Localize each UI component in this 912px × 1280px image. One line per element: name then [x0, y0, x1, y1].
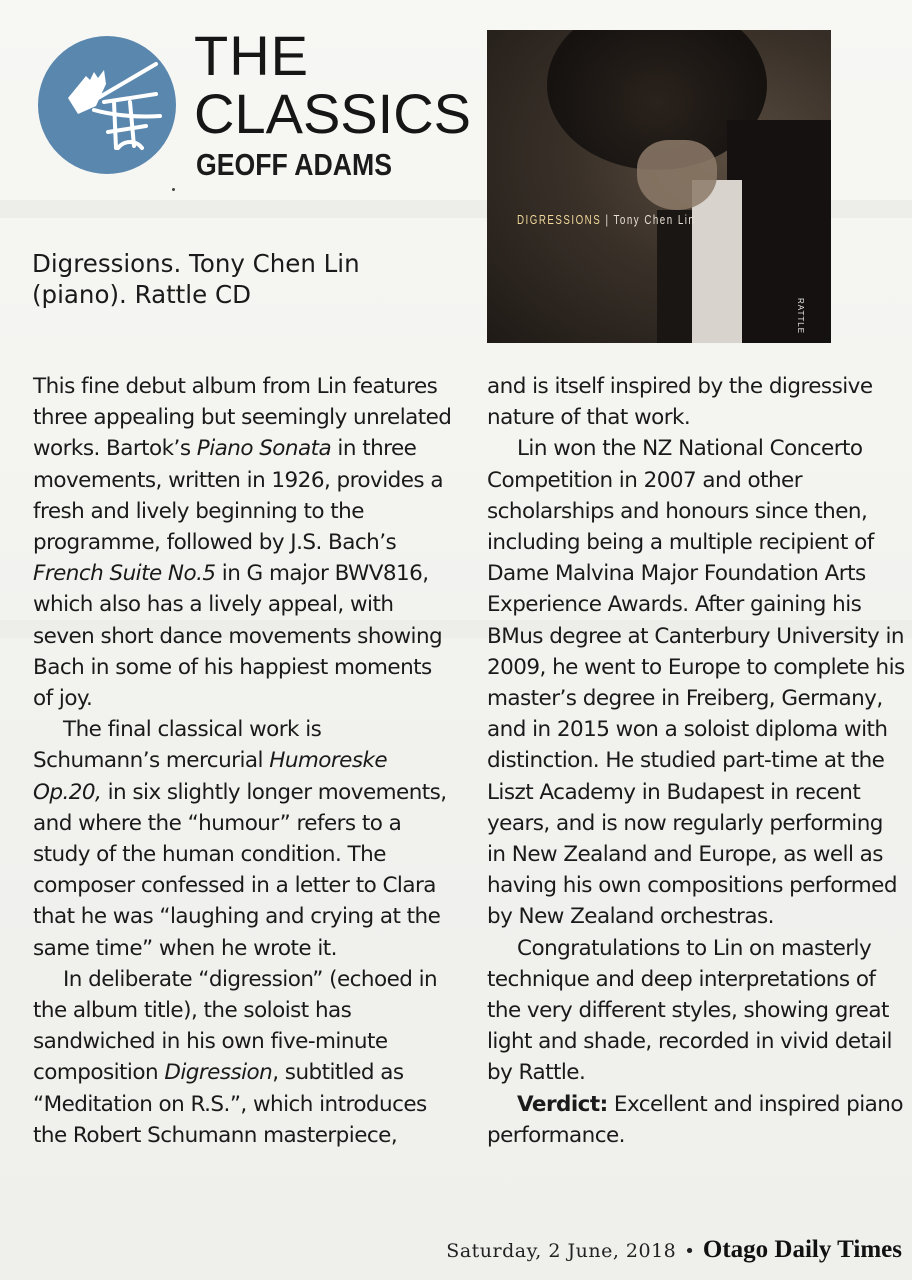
- review-text: in G major BWV816, which also has a lively appeal, with seven short dance movements showing Bach in some of his happiest moments of joy.: [33, 561, 443, 712]
- cover-label: RATTLE: [796, 298, 805, 335]
- publication-date: Saturday, 2 June, 2018: [446, 1240, 677, 1262]
- conductor-baton-icon: [38, 36, 176, 174]
- review-paragraph: [33, 964, 453, 1151]
- verdict-paragraph: [487, 1089, 907, 1151]
- work-title: Piano Sonata: [196, 436, 332, 462]
- newspaper-name: Otago Daily Times: [702, 1236, 902, 1263]
- verdict-text: Excellent and inspired piano performance.: [487, 1091, 903, 1148]
- album-cover-image: [487, 30, 831, 343]
- album-heading: Digressions. Tony Chen Lin (piano). Rattle CD: [32, 249, 360, 309]
- cover-artist: Tony Chen Lin: [613, 212, 696, 227]
- cover-jacket-shape: [727, 120, 831, 343]
- review-paragraph: Congratulations to Lin on masterly technique and deep interpretations of the very different styles, showing great light and shade, recorded in vivid detail by Rattle.: [487, 935, 892, 1086]
- column-title-classics: CLASSICS: [194, 82, 471, 145]
- review-paragraph: [33, 371, 453, 714]
- print-speck: [172, 188, 175, 191]
- cover-face-shape: [637, 140, 717, 210]
- page-footer: [446, 1236, 902, 1264]
- cover-divider: |: [605, 212, 614, 227]
- work-title: French Suite No.5: [33, 561, 216, 587]
- review-paragraph: Lin won the NZ National Concerto Competition in 2007 and other scholarships and honours since then, including being a multiple recipient of Dame Malvina Major Foundation Arts Experience Awards. After gaining his BMus degree at Canterbury University in 2009, he went to Europe to complete his master’s degree in Freiberg, Germany, and in 2015 won a soloist diploma with distinction. He studied part-time at the Liszt Academy in Budapest in recent years, and is now regularly performing in New Zealand and Europe, as well as having his own compositions performed by New Zealand orchestras.: [487, 436, 905, 930]
- verdict-label: Verdict:: [517, 1091, 608, 1117]
- review-text: , subtitled as “Meditation on R.S.”, which introduces the Robert Schumann masterpiece,: [33, 1060, 427, 1148]
- review-column-1: [33, 371, 453, 1151]
- review-text: In deliberate “digression” (echoed in the album title), the soloist has sandwiched in his own five-minute composition: [33, 966, 438, 1086]
- review-text: This fine debut album from Lin features three appealing but seemingly unrelated works. Bartok’s: [33, 374, 452, 462]
- column-author: GEOFF ADAMS: [196, 147, 392, 182]
- review-column-2: [487, 371, 907, 1151]
- cover-shirt-shape: [692, 180, 742, 343]
- cover-title: [517, 212, 695, 227]
- work-title: Digression: [164, 1060, 273, 1086]
- cover-album-title: DIGRESSIONS: [517, 212, 602, 227]
- review-paragraph: [33, 714, 453, 964]
- review-text: in three movements, written in 1926, provides a fresh and lively beginning to the programme, followed by J.S. Bach’s: [33, 436, 443, 556]
- footer-separator: •: [684, 1241, 695, 1262]
- column-title-the: THE: [194, 24, 309, 87]
- review-text: The final classical work is Schumann’s mercurial: [33, 717, 322, 774]
- work-title: Humoreske Op.20,: [33, 748, 388, 805]
- cover-jacket-shape: [657, 210, 697, 343]
- review-paragraph: and is itself inspired by the digressive nature of that work.: [487, 374, 873, 431]
- review-text: in six slightly longer movements, and where the “humour” refers to a study of the human condition. The composer confessed in a letter to Clara that he was “laughing and crying at the same time” when he wrote it.: [33, 779, 447, 961]
